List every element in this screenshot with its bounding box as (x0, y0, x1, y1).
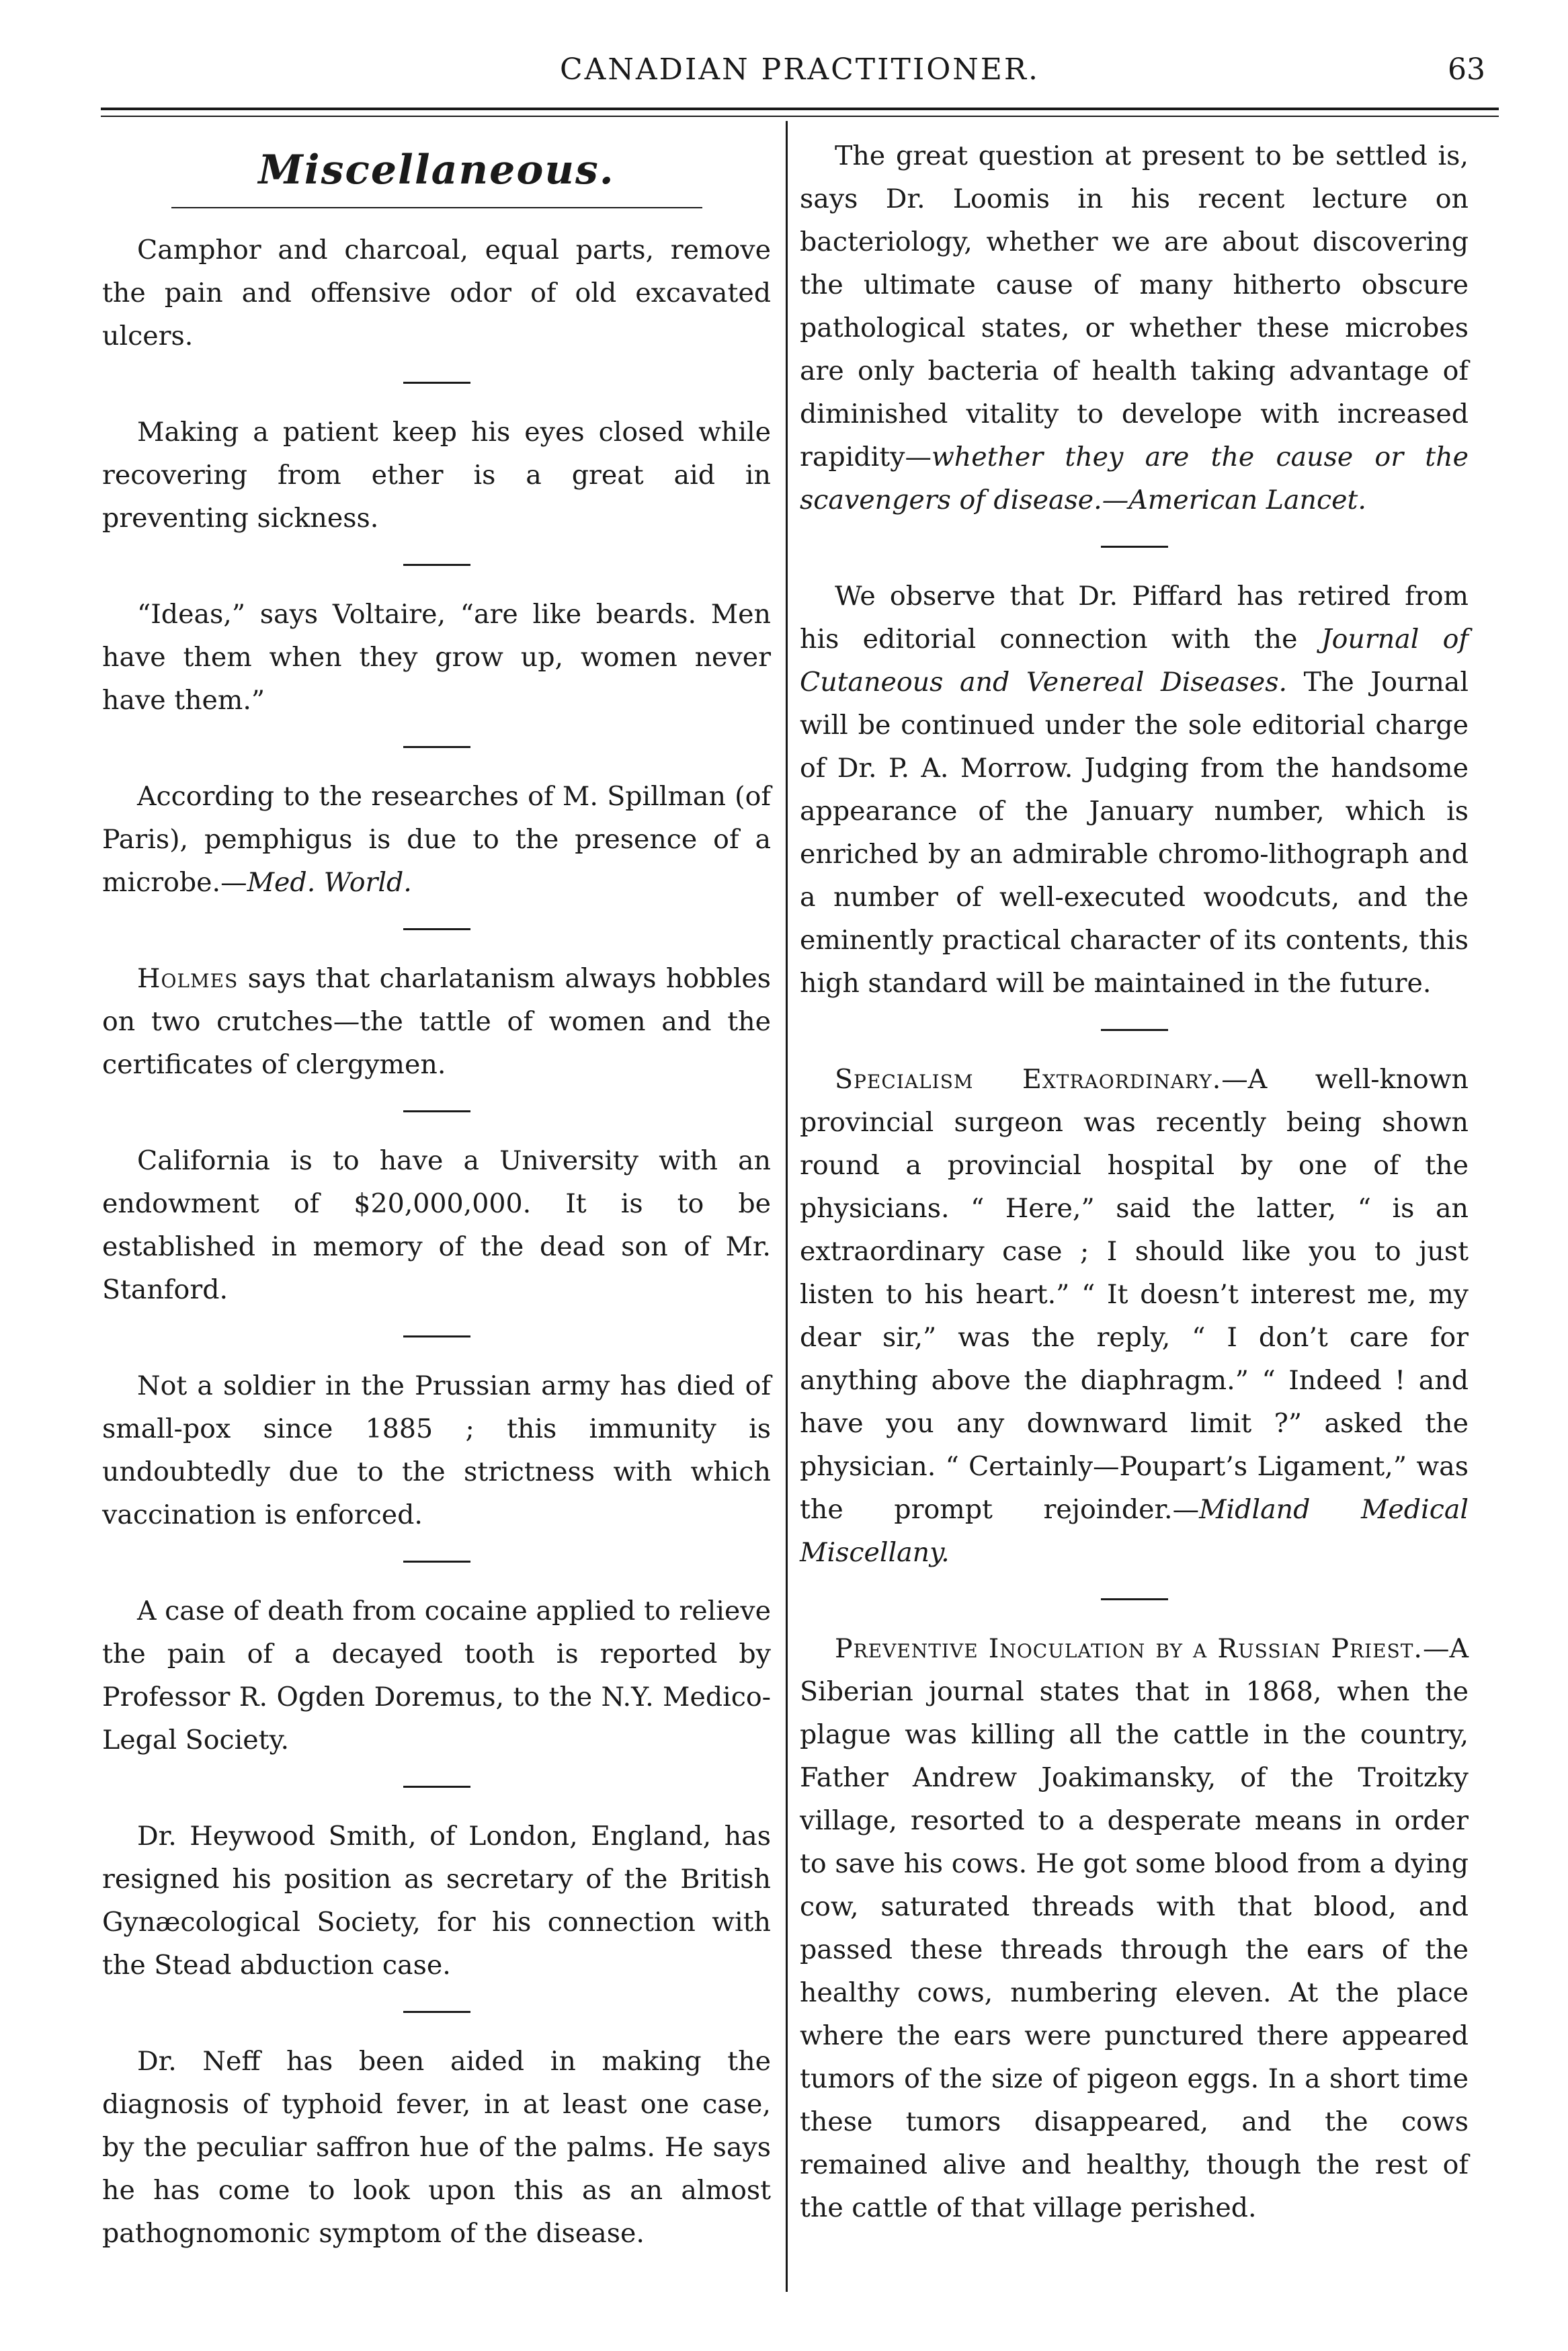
page-number: 63 (1448, 52, 1485, 87)
separator (1101, 1598, 1168, 1600)
item-typhoid (102, 2040, 771, 2255)
item-source: Med. World. (247, 867, 412, 898)
item-bacteriology (800, 134, 1469, 522)
item-text: California is to have a University with an endowment of $20,000,000. It is to be established in memory of the dead son of Mr. Stanford. (102, 1145, 771, 1305)
heading-rule (171, 207, 702, 208)
item-holmes (102, 957, 771, 1086)
separator (403, 746, 470, 748)
item-text: says that charlatanism always hobbles on two crutches—the tattle of women and the certificates of clergymen. (102, 963, 771, 1080)
item-text: Camphor and charcoal, equal parts, remove the pain and offensive odor of old excavated ulcers. (102, 235, 771, 352)
journal-title: Journal of Cutaneous and Venereal Diseases. (800, 624, 1469, 698)
item-heywood-smith (102, 1815, 771, 1987)
item-text: We observe that Dr. Piffard has retired from his editorial connection with the (800, 581, 1469, 655)
separator (1101, 1029, 1168, 1031)
item-text: A case of death from cocaine applied to relieve the pain of a decayed tooth is reported by Professor R. Ogden Doremus, to the N.Y. Medico-Legal Society. (102, 1596, 771, 1756)
item-inoculation (800, 1627, 1469, 2229)
separator (403, 1335, 470, 1337)
separator (403, 1786, 470, 1788)
separator (403, 1110, 470, 1112)
item-lead: Preventive Inoculation by a Russian Priest. (835, 1633, 1423, 1664)
item-camphor (102, 229, 771, 358)
item-specialism (800, 1058, 1469, 1574)
item-voltaire (102, 593, 771, 722)
header-rule-thick (101, 108, 1499, 110)
separator (403, 928, 470, 930)
item-piffard (800, 575, 1469, 1005)
item-text: The Journal will be continued under the sole editorial charge of Dr. P. A. Morrow. Judging from the handsome appearance of the January number, which is enriched by an admirable chromo-lithograph and a number of well-executed woodcuts, and the eminently practical character of its contents, this high standard will be maintained in the future. (800, 667, 1469, 999)
header-rule-thin (101, 116, 1499, 117)
item-text: —A well-known provincial surgeon was recently being shown round a provincial hospital by one of the physicians. “ Here,” said the latter, “ is an extraordinary case ; I should like you to just listen to his heart.” “ It doesn’t interest me, my dear sir,” was the reply, “ I don’t care for anything above the diaphragm.” “ Indeed ! and have you any downward limit ?” asked the physician. “ Certainly—Poupart’s Ligament,” was the prompt rejoinder.— (800, 1064, 1469, 1525)
item-text: Making a patient keep his eyes closed while recovering from ether is a great aid in preventing sickness. (102, 417, 771, 534)
item-text: “Ideas,” says Voltaire, “are like beards. Men have them when they grow up, women never have them.” (102, 599, 771, 716)
column-divider (786, 121, 788, 2292)
section-heading: Miscellaneous. (258, 147, 615, 194)
item-text: —A Siberian journal states that in 1868, when the plague was killing all the cattle in the country, Father Andrew Joakimansky, of the Troitzky village, resorted to a desperate means in order to save his cows. He got some blood from a dying cow, saturated threads with that blood, and passed these threads through the ears of the healthy cows, numbering eleven. At the place where the ears were punctured there appeared tumors of the size of pigeon eggs. In a short time these tumors disappeared, and the cows remained alive and healthy, though the rest of the cattle of that village perished. (800, 1633, 1469, 2223)
item-text: According to the researches of M. Spillman (of Paris), pemphigus is due to the presence of a microbe.— (102, 781, 771, 898)
separator (403, 2011, 470, 2013)
item-text: Dr. Neff has been aided in making the diagnosis of typhoid fever, in at least one case, by the peculiar saffron hue of the palms. He says he has come to look upon this as an almost pathognomonic symptom of the disease. (102, 2046, 771, 2249)
item-pemphigus (102, 775, 771, 904)
item-lead: Specialism Extraordinary. (835, 1064, 1222, 1095)
running-head (101, 52, 1499, 99)
item-source: Midland Medical Miscellany. (800, 1494, 1469, 1568)
item-text: The great question at present to be settled is, says Dr. Loomis in his recent lecture on bacteriology, whether we are about discovering the ultimate cause of many hitherto obscure pathological states, or whether these microbes are only bacteria of health taking advantage of diminished vitality to develope with increased rapidity— (800, 140, 1469, 472)
item-prussian (102, 1364, 771, 1536)
running-title: CANADIAN PRACTITIONER. (559, 52, 1040, 87)
item-text: Not a soldier in the Prussian army has died of small-pox since 1885 ; this immunity is undoubtedly due to the strictness with which vaccination is enforced. (102, 1370, 771, 1530)
item-california (102, 1139, 771, 1311)
right-column (800, 134, 1469, 2229)
item-source: —American Lancet. (1102, 485, 1366, 515)
separator (403, 1561, 470, 1563)
left-column (102, 134, 771, 2255)
item-cocaine (102, 1590, 771, 1762)
item-lead: Holmes (137, 963, 239, 994)
item-emphasis: whether they are the cause or the scavengers of disease. (800, 442, 1469, 515)
separator (403, 564, 470, 566)
separator (403, 382, 470, 384)
separator (1101, 546, 1168, 548)
item-text: Dr. Heywood Smith, of London, England, has resigned his position as secretary of the British Gynæcological Society, for his connection with the Stead abduction case. (102, 1821, 771, 1981)
item-ether (102, 411, 771, 540)
